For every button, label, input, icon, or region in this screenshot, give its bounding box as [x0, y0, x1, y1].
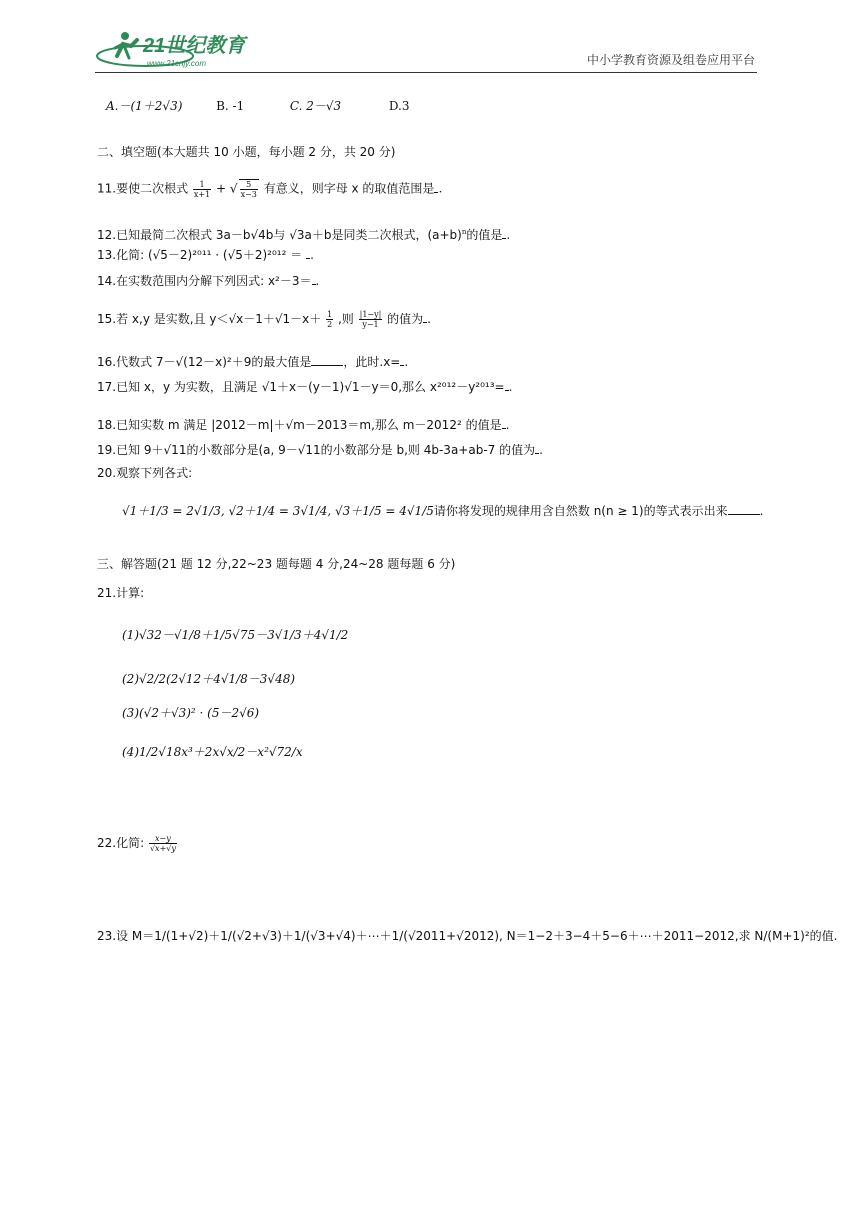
logo-text: 21世纪教育: [143, 35, 246, 57]
question-20-formula: [122, 503, 763, 519]
choice-a: A.－(1＋2√3): [106, 99, 183, 113]
q16-mid: ，此时.x=: [343, 355, 401, 369]
q12-suffix: 的值是: [466, 228, 503, 242]
q20-suffix: 请你将发现的规律用含自然数 n(n ≥ 1)的等式表示出来: [433, 504, 728, 518]
question-23: [97, 928, 837, 944]
q16-end: .: [404, 355, 409, 369]
q20-formula: √1＋1/3 = 2√1/3, √2＋1/4 = 3√1/4, √3＋1/5 = 4√1/5: [122, 504, 434, 518]
q16-prefix: 16.代数式 7－√(12－x)²＋9的最大值是: [97, 355, 312, 369]
section-2-heading: 二、填空题(本大题共 10 小题，每小题 2 分，共 20 分): [97, 145, 396, 159]
q13-text: 13.化简: (√5－2)²⁰¹¹ · (√5＋2)²⁰¹² ＝: [97, 248, 307, 262]
q22-title: 22.化简:: [97, 836, 148, 850]
q15-fraction: $\frac{|1-y|}{y-1}$: [359, 310, 382, 329]
q22-denominator: √x+√y: [149, 844, 176, 853]
q15-end: .: [427, 312, 431, 326]
question-14: [97, 273, 319, 289]
q11-end: .: [438, 181, 443, 196]
q15-prefix: 15.若 x,y 是实数,且 y＜√x－1＋√1－x＋: [97, 312, 322, 326]
q17-end: .: [508, 380, 513, 394]
q21-part-3: (3)(√2＋√3)² · (5－2√6): [122, 706, 260, 720]
question-15: [97, 310, 431, 329]
q15-half: $\frac{1}{2}$: [327, 310, 333, 329]
q12-end: .: [506, 228, 511, 242]
choice-c: C. 2－√3: [289, 99, 342, 113]
question-21-title: 21.计算:: [97, 586, 145, 600]
section-3-heading: 三、解答题(21 题 12 分,22~23 题每题 4 分,24~28 题每题 6 分): [97, 557, 456, 571]
q22-fraction: [149, 834, 177, 853]
question-19: [97, 442, 543, 458]
question-13: [97, 247, 314, 263]
logo-url: www.21cnjy.com: [147, 59, 206, 68]
question-12: 12.已知最简二次根式 3a－b√4b与 √3a＋b是同类二次根式，$(a+b)^n$的值是 .: [97, 228, 511, 242]
q19-end: .: [539, 443, 543, 457]
q15-mid: ,则: [337, 312, 358, 326]
prev-question-choices: [106, 98, 409, 114]
q13-end: .: [310, 248, 314, 262]
q19-text: 19.已知 9＋√11的小数部分是(a, 9－√11的小数部分是 b,则 4b-3a+ab-7 的值为: [97, 443, 536, 457]
q14-text: 14.在实数范围内分解下列因式: x²－3＝: [97, 274, 312, 288]
question-22: [97, 834, 178, 853]
q11-suffix: 有意义，则字母 x 的取值范围是: [263, 181, 435, 196]
q15-suffix: 的值为: [387, 312, 424, 326]
q21-part-1: (1)√32－√1/8＋1/5√75－3√1/3＋4√1/2: [122, 628, 349, 642]
q12-prefix: 12.已知最简二次根式 3a－b√4b与 √3a＋b是同类二次根式，(a+b): [97, 228, 462, 242]
q11-prefix: 11.要使二次根式: [97, 181, 192, 196]
question-18: [97, 417, 509, 433]
q18-end: .: [505, 418, 510, 432]
question-20-title: 20.观察下列各式:: [97, 466, 193, 480]
question-17: [97, 379, 512, 395]
q23-text: 23.设 M＝1/(1+√2)＋1/(√2+√3)＋1/(√3+√4)＋⋯＋1/(√2011+√2012), N＝1−2＋3−4＋5−6＋⋯＋2011−2012,求 N/(M+1)²的值.: [97, 929, 838, 943]
q11-radical: $\frac{5}{x-3}$: [240, 180, 257, 199]
question-16: [97, 354, 408, 370]
choice-d: D.3: [388, 99, 410, 113]
q17-text: 17.已知 x，y 为实数，且满足 √1＋x－(y－1)√1－y＝0,那么 x²⁰¹²－y²⁰¹³=: [97, 380, 505, 394]
q14-end: .: [315, 274, 320, 288]
question-11: 11.要使二次根式 $\frac{1}{x+1}$ + √ $\frac{5}{x-3}$ 有意义，则字母 x 的取值范围是 .: [97, 179, 443, 199]
q22-numerator: x−y: [149, 834, 177, 844]
q20-end: .: [759, 504, 764, 518]
q21-part-2: (2)√2/2(2√12＋4√1/8－3√48): [122, 672, 296, 686]
platform-name: 中小学教育资源及组卷应用平台: [586, 53, 755, 67]
q21-part-4: (4)1/2√18x³＋2x√x/2－x²√72/x: [122, 745, 303, 759]
page-header: [95, 26, 757, 73]
q18-text: 18.已知实数 m 满足 |2012－m|＋√m－2013＝m,那么 m－2012² 的值是: [97, 418, 502, 432]
choice-b: B. -1: [216, 99, 245, 113]
q11-fraction: $\frac{1}{x+1}$: [193, 179, 211, 199]
logo-icon: [95, 26, 265, 70]
